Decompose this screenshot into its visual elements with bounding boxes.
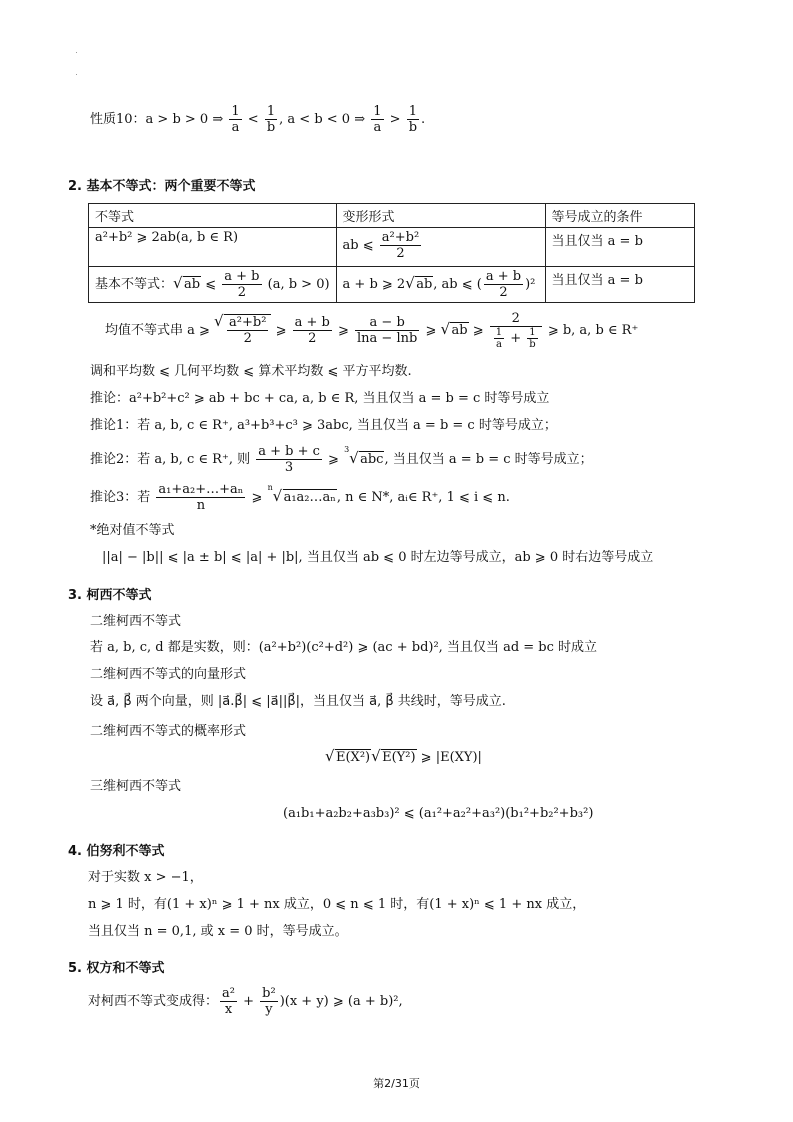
heading-bernoulli: 4. 伯努利不等式 (68, 844, 165, 859)
fraction-numerator (222, 269, 261, 285)
math-text: 基本不等式： (95, 277, 174, 292)
table-header-row (89, 204, 695, 228)
mean-order (0, 363, 793, 390)
fraction-denominator (222, 285, 261, 300)
math-text: b (529, 339, 536, 350)
math-text: 1 (495, 327, 503, 338)
fraction (380, 230, 421, 261)
radical (450, 322, 468, 339)
math-text: 2 (243, 331, 252, 346)
fraction-numerator (527, 327, 537, 339)
fraction-numerator (260, 986, 278, 1002)
table-cell (545, 228, 694, 267)
fraction (265, 104, 277, 135)
math-text: (a₁b₁+a₂b₂+a₃b₃)² ⩽ (a₁²+a₂²+a₃²)(b₁²+b₂²+b₃²) (283, 806, 594, 821)
math-text: 推论：a²+b²+c² ⩾ ab + bc + ca, a, b ∈ R, 当且仅当 a = b = c 时等号成立 (90, 391, 550, 406)
math-text: ab (416, 277, 433, 292)
cauchy-3d (0, 805, 793, 843)
math-text: abc (360, 452, 384, 467)
math-text: 推论3：若 (90, 490, 155, 505)
basic-inequality-table (88, 203, 695, 303)
math-text: 2 (237, 285, 247, 300)
fraction-denominator (407, 120, 419, 135)
radical (335, 749, 371, 766)
fraction (371, 104, 383, 135)
math-text: . (421, 112, 426, 127)
math-text: 1 (408, 104, 417, 119)
math-text: a²+b² ⩾ 2ab(a, b ∈ R) (95, 230, 239, 245)
math-text: ⩾ b, a, b ∈ R⁺ (543, 323, 639, 338)
math-text: n (196, 498, 206, 513)
fraction-numerator (229, 104, 241, 120)
math-text: E(X²) (336, 750, 371, 765)
math-text: 二维柯西不等式的向量形式 (90, 667, 247, 682)
bernoulli-line-2 (0, 896, 793, 923)
math-text: a + b (294, 315, 330, 330)
math-text: > (385, 112, 405, 127)
math-text: 3 (284, 460, 294, 475)
table-row (89, 228, 695, 267)
math-text: 2 (511, 311, 520, 326)
fraction-numerator (293, 315, 332, 331)
math-text: 当且仅当 a = b (551, 234, 643, 249)
fraction-denominator (380, 246, 421, 261)
fraction-denominator (265, 120, 277, 135)
fraction-denominator (527, 339, 537, 350)
fraction-numerator (371, 104, 383, 120)
math-text: ⩾ (247, 490, 267, 505)
table-row (89, 267, 695, 303)
math-text: , a < b < 0 ⇒ (279, 112, 370, 127)
math-text: ab (451, 323, 468, 338)
cauchy-2d-title (0, 613, 793, 639)
abs-inequality (0, 549, 793, 587)
math-text: 二维柯西不等式 (90, 614, 182, 629)
fraction (229, 104, 241, 135)
fraction-numerator (220, 986, 237, 1002)
heading-power-sum: 5. 权方和不等式 (68, 961, 165, 976)
math-text: < (243, 112, 263, 127)
fraction (293, 315, 332, 346)
table-header-cell: 变形形式 (336, 204, 545, 228)
fraction-denominator (156, 498, 245, 513)
cauchy-vector (0, 693, 793, 723)
table-header-cell: 不等式 (89, 204, 337, 228)
math-text: 推论2：若 a, b, c ∈ R⁺, 则 (90, 452, 255, 467)
fraction-numerator (355, 315, 419, 331)
fraction (355, 315, 419, 346)
fraction-denominator (256, 460, 322, 475)
math-text: n ⩾ 1 时，有(1 + x)ⁿ ⩾ 1 + nx 成立，0 ⩽ n ⩽ 1 时，有(1 + x)ⁿ ⩽ 1 + nx 成立， (88, 897, 586, 912)
math-text: a + b (224, 269, 260, 284)
math-text: 若 a, b, c, d 都是实数，则：(a²+b²)(c²+d²) ⩾ (ac + bd)², 当且仅当 ad = bc 时成立 (90, 640, 598, 655)
fraction-numerator (265, 104, 277, 120)
math-text: b (408, 120, 418, 135)
radical (381, 749, 416, 766)
math-text: ⩾ (323, 452, 344, 467)
fraction (527, 327, 537, 350)
corollary-2 (0, 444, 793, 482)
radical (415, 276, 433, 293)
math-text: 2 (308, 331, 317, 346)
math-text: )² (525, 277, 536, 292)
math-text: 对于实数 x > −1， (88, 870, 203, 885)
math-text: 三维柯西不等式 (90, 779, 182, 794)
cauchy-probability-title (0, 723, 793, 749)
math-text: 当且仅当 n = 0,1, 或 x = 0 时，等号成立。 (88, 924, 348, 939)
corollary-0 (0, 390, 793, 417)
table-header-cell: 等号成立的条件 (545, 204, 694, 228)
heading-basic-inequality: 2. 基本不等式：两个重要不等式 (68, 179, 256, 194)
math-text: ⩾ |E(XY)| (416, 750, 482, 765)
math-text: 对柯西不等式变成得： (88, 994, 219, 1009)
table-cell (89, 267, 337, 303)
math-text: a + b (485, 269, 522, 284)
math-text: ||a| − |b|| ⩽ |a ± b| ⩽ |a| + |b|, 当且仅当 ab ⩽ 0 时左边等号成立，ab ⩾ 0 时右边等号成立 (102, 550, 654, 565)
math-text: a + b ⩾ 2 (342, 277, 406, 292)
math-text: , 当且仅当 a = b = c 时等号成立； (384, 452, 593, 467)
fraction (220, 986, 237, 1017)
power-sum-line (0, 986, 793, 1020)
math-text: x (224, 1002, 233, 1017)
fraction-numerator (156, 482, 245, 498)
page-number: 第2/31页 (373, 1077, 420, 1090)
bernoulli-line-3 (0, 923, 793, 960)
fraction-denominator (484, 285, 523, 300)
math-text: ⩾ (421, 323, 441, 338)
fraction (227, 315, 268, 346)
math-text: 1 (266, 104, 276, 119)
cauchy-2d (0, 639, 793, 666)
math-text: ⩾ (271, 323, 291, 338)
math-text: a²+b² (229, 315, 267, 330)
radical (183, 276, 201, 293)
math-text: 1 (529, 327, 536, 338)
radical (344, 445, 384, 468)
math-text: 性质10：a > b > 0 ⇒ (90, 112, 228, 127)
radical-index: √ n (267, 483, 273, 492)
math-text: a + b + c (258, 444, 320, 459)
math-text: 推论1：若 a, b, c ∈ R⁺, a³+b³+c³ ⩾ 3abc, 当且仅当 a = b = c 时等号成立； (90, 418, 557, 433)
property-10 (0, 104, 793, 178)
cauchy-probability (0, 749, 793, 778)
math-text: a² (222, 986, 235, 1001)
table-cell (336, 228, 545, 267)
math-text: , n ∈ N*, aᵢ∈ R⁺, 1 ⩽ i ⩽ n. (336, 490, 510, 505)
fraction-numerator (227, 315, 268, 331)
math-text: ⩾ (468, 323, 488, 338)
abs-inequality-title (0, 522, 793, 549)
math-text: y (265, 1002, 273, 1017)
corollary-1 (0, 417, 793, 444)
math-text: 调和平均数 ⩽ 几何平均数 ⩽ 算术平均数 ⩽ 平方平均数. (90, 364, 412, 379)
cauchy-vector-title (0, 666, 793, 693)
fraction (484, 269, 523, 300)
math-text: 2 (499, 285, 508, 300)
math-text: 1 (231, 104, 240, 119)
radical (267, 483, 337, 506)
fraction-numerator (256, 444, 322, 460)
fraction-denominator (371, 120, 383, 135)
math-text: a (231, 120, 240, 135)
table-cell (336, 267, 545, 303)
math-text: 设 a⃗, β⃗ 两个向量，则 |a⃗.β⃗| ⩽ |a⃗||β⃗|，当且仅当 a⃗, β⃗ 共线时，等号成立. (90, 694, 506, 709)
math-text: a₁a₂…aₙ (283, 490, 336, 505)
math-text: a (495, 339, 502, 350)
fraction-denominator (260, 1002, 278, 1017)
fraction-denominator (220, 1002, 237, 1017)
fraction-numerator (490, 311, 542, 327)
fraction-numerator (484, 269, 523, 285)
math-text: b (266, 120, 276, 135)
fraction-denominator (227, 331, 268, 346)
math-text: 二维柯西不等式的概率形式 (90, 724, 247, 739)
math-text: a (373, 120, 382, 135)
radical (224, 314, 271, 346)
cauchy-3d-title (0, 778, 793, 805)
math-text: a²+b² (381, 230, 420, 245)
math-text: b² (262, 986, 276, 1001)
math-text: (a, b > 0) (263, 277, 330, 292)
heading-cauchy: 3. 柯西不等式 (68, 588, 152, 603)
math-text: + (506, 331, 526, 346)
fraction-denominator (355, 331, 419, 346)
math-text: 2 (396, 246, 405, 261)
math-text: 1 (373, 104, 382, 119)
math-text: a₁+a₂+…+aₙ (158, 482, 244, 497)
table-cell (545, 267, 694, 303)
radical-index: √ 3 (344, 445, 350, 454)
bernoulli-line-1 (0, 869, 793, 896)
mean-inequality-chain (0, 311, 793, 363)
math-text: lna − lnb (357, 331, 418, 346)
fraction (156, 482, 245, 513)
table-cell (89, 228, 337, 267)
fraction-denominator (490, 327, 542, 350)
fraction (260, 986, 278, 1017)
fraction-denominator (293, 331, 332, 346)
math-text: ⩽ (201, 277, 221, 292)
fraction-numerator (380, 230, 421, 246)
fraction (490, 311, 542, 350)
fraction-denominator (229, 120, 241, 135)
math-text: ⩾ (333, 323, 354, 338)
corollary-3 (0, 482, 793, 522)
fraction (494, 327, 504, 350)
fraction (222, 269, 261, 300)
fraction (256, 444, 322, 475)
fraction-numerator (407, 104, 419, 120)
math-text: E(Y²) (382, 750, 416, 765)
math-text: a − b (369, 315, 405, 330)
math-text: 均值不等式串 a ⩾ (105, 323, 215, 338)
math-text: ab (184, 277, 201, 292)
math-text: 当且仅当 a = b (551, 273, 643, 288)
math-text: )(x + y) ⩾ (a + b)², (279, 994, 403, 1009)
math-text: + (238, 994, 259, 1009)
fraction-numerator (494, 327, 504, 339)
fraction (407, 104, 419, 135)
math-text: ab ⩽ (342, 238, 378, 253)
math-text: *绝对值不等式 (90, 523, 175, 538)
math-text: , ab ⩽ ( (433, 277, 482, 292)
fraction-denominator (494, 339, 504, 350)
